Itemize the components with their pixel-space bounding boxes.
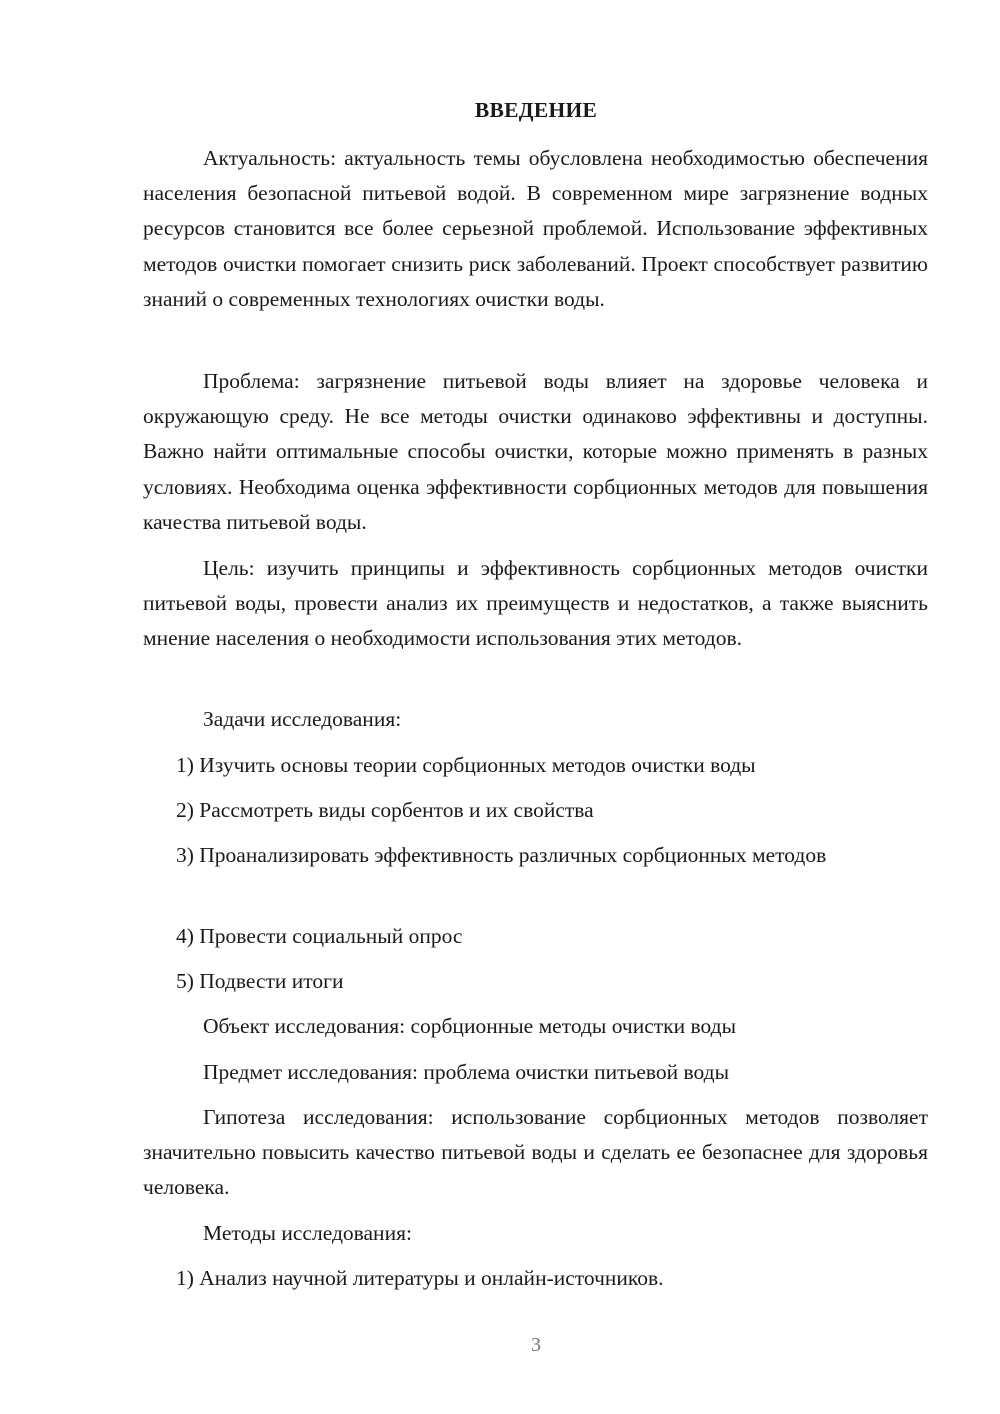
- tasks-heading: Задачи исследования:: [203, 707, 402, 731]
- hypothesis-paragraph: Гипотеза исследования: использование сорбционных методов позволяет значительно повысить качество питьевой воды и сделать ее безопаснее для здоровья человека.: [143, 1105, 928, 1200]
- problem-paragraph: Проблема: загрязнение питьевой воды влияет на здоровье человека и окружающую среду. Не все методы очистки одинаково эффективны и доступны. Важно найти оптимальные способы очистки, которые можно применять в разных условиях. Необходима оценка эффективности сорбционных методов для повышения качества питьевой воды.: [143, 369, 928, 534]
- page-number: 3: [531, 1334, 541, 1356]
- task-item: 2) Рассмотреть виды сорбентов и их свойства: [176, 798, 594, 822]
- page-title: ВВЕДЕНИЕ: [474, 98, 598, 122]
- object-line: Объект исследования: сорбционные методы очистки воды: [203, 1014, 737, 1038]
- task-item: 5) Подвести итоги: [176, 969, 344, 993]
- method-item: 1) Анализ научной литературы и онлайн-источников.: [176, 1266, 664, 1290]
- task-item: 1) Изучить основы теории сорбционных методов очистки воды: [176, 753, 756, 777]
- subject-line: Предмет исследования: проблема очистки питьевой воды: [203, 1060, 730, 1084]
- task-item: 3) Проанализировать эффективность различных сорбционных методов: [176, 843, 827, 867]
- task-item: 4) Провести социальный опрос: [176, 924, 463, 948]
- methods-heading: Методы исследования:: [203, 1221, 412, 1245]
- goal-paragraph: Цель: изучить принципы и эффективность сорбционных методов очистки питьевой воды, провести анализ их преимуществ и недостатков, а также выяснить мнение населения о необходимости использования этих методов.: [143, 556, 928, 651]
- relevance-paragraph: Актуальность: актуальность темы обусловлена необходимостью обеспечения населения безопасной питьевой водой. В современном мире загрязнение водных ресурсов становится все более серьезной проблемой. Использование эффективных методов очистки помогает снизить риск заболеваний. Проект способствует развитию знаний о современных технологиях очистки воды.: [143, 146, 928, 311]
